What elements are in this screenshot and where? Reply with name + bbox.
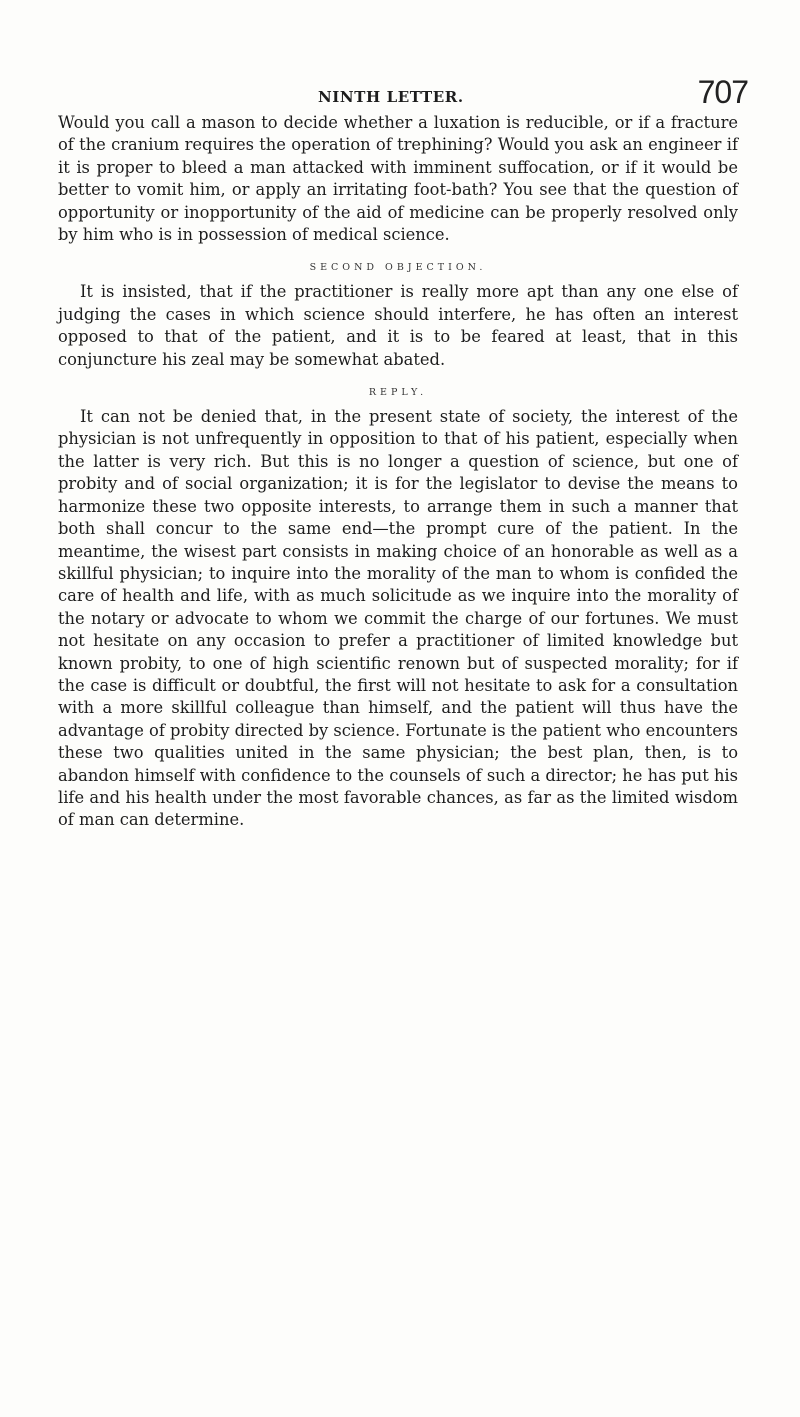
book-page — [58, 68, 748, 832]
reply-paragraph: It can not be denied that, in the present state of society, the interest of the physician is not unfrequently in opposition to that of his patient, especially when the latter is very rich. But this is no longer a question of science, but one of probity and of social organization; it is for the legislator to devise the means to harmonize these two opposite interests, to arrange them in such a manner that both shall concur to the same end—the prompt cure of the patient. In the meantime, the wisest part consists in making choice of an honorable as well as a skillful physician; to inquire into the morality of the man to whom is confided the care of health and life, with as much solicitude as we inquire into the morality of the notary or advocate to whom we commit the charge of our fortunes. We must not hesitate on any occasion to prefer a practitioner of limited knowledge but known probity, to one of high scientific renown but of suspected morality; for if the case is difficult or doubtful, the first will not hesitate to ask for a consultation with a more skillful colleague than himself, and the patient will thus have the advantage of probity directed by science. Fortunate is the patient who encounters these two qualities united in the same physician; the best plan, then, is to abandon himself with confidence to the counsels of such a director; he has put his life and his health under the most favorable chances, as far as the limited wisdom of man can determine. — [58, 407, 738, 830]
section-heading-second-objection: SECOND OBJECTION. — [309, 262, 487, 274]
second-objection-paragraph: It is insisted, that if the practitioner is really more apt than any one else of judging the cases in which science should interfere, he has often an interest opposed to that of the patient, and it is to be feared at least, that in this conjuncture his zeal may be somewhat abated. — [58, 282, 738, 369]
running-title: NINTH LETTER. — [318, 88, 464, 106]
opening-paragraph: Would you call a mason to decide whether a luxation is reducible, or if a fracture of the cranium requires the operation of trephining? Would you ask an engineer if it is proper to bleed a man attacked with imminent suffocation, or if it would be better to vomit him, or apply an irritating foot-bath? You see that the question of opportunity or inopportunity of the aid of medicine can be properly resolved only by him who is in possession of medical science. — [58, 113, 738, 245]
running-head — [58, 68, 748, 112]
page-number: 707 — [697, 74, 748, 110]
section-heading-reply: REPLY. — [368, 387, 428, 399]
